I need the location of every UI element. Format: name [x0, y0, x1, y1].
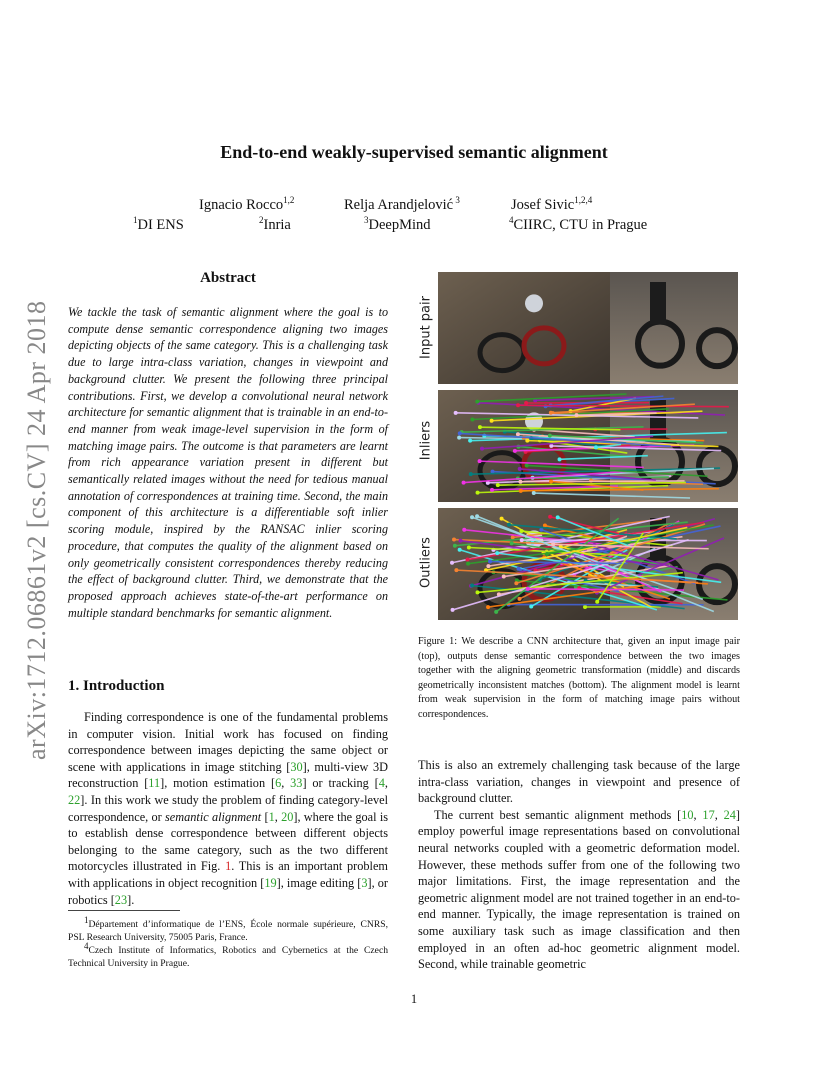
section-heading: 1. Introduction: [68, 678, 165, 694]
match-point: [511, 535, 515, 539]
match-point: [545, 552, 549, 556]
match-point: [462, 528, 466, 532]
match-point: [462, 481, 466, 485]
match-point: [548, 434, 552, 438]
citation-link[interactable]: 22: [68, 792, 81, 807]
match-point: [516, 403, 520, 407]
match-point: [490, 488, 494, 492]
citation-link[interactable]: 33: [290, 776, 303, 791]
match-point: [519, 529, 523, 533]
match-point: [495, 551, 499, 555]
match-point: [459, 539, 463, 543]
match-point: [513, 449, 517, 453]
match-point: [517, 597, 521, 601]
match-point: [516, 567, 520, 571]
match-point: [458, 548, 462, 552]
match-point: [454, 411, 458, 415]
figure-caption: Figure 1: We describe a CNN architecture that, given an input image pair (top), outputs dense semantic correspondence between the two images together with the aligning geometric transformation (middle) and discards geometrically inconsistent matches (bottom). The alignment model is learnt from weak supervision in the form of matching image pairs without correspondences.: [418, 636, 740, 720]
match-point: [575, 413, 579, 417]
match-point: [451, 608, 455, 612]
match-point: [518, 467, 522, 471]
match-point: [551, 542, 555, 546]
citation-link[interactable]: 10: [681, 807, 694, 822]
affiliation: $^4$CIIRC, CTU in Prague: [509, 215, 648, 233]
match-point: [468, 439, 472, 443]
match-point: [494, 610, 498, 614]
match-point: [516, 432, 520, 436]
match-point: [470, 417, 474, 421]
match-point: [519, 489, 523, 493]
affiliation: $^3$DeepMind: [364, 215, 431, 233]
match-point: [470, 583, 474, 587]
match-point: [594, 445, 598, 449]
affiliation: $^2$Inria: [259, 215, 291, 233]
match-point: [539, 528, 543, 532]
citation-link[interactable]: 6: [275, 776, 282, 791]
match-point: [595, 600, 599, 604]
author: Ignacio Rocco$^{1,2}$: [199, 195, 295, 213]
match-line: [520, 481, 684, 482]
match-point: [525, 463, 529, 467]
match-point: [452, 538, 456, 542]
footnote-divider: [68, 910, 180, 911]
match-point: [558, 457, 562, 461]
match-point: [469, 472, 473, 476]
match-point: [549, 411, 553, 415]
match-point: [507, 523, 511, 527]
paragraph: This is also an extremely challenging task because of the large intra-class variation, changes in viewpoint and presence of background clutter.: [418, 758, 740, 806]
citation-link[interactable]: 11: [148, 776, 161, 791]
match-point: [476, 590, 480, 594]
citation-link[interactable]: 24: [723, 807, 736, 822]
citation-link[interactable]: 3: [361, 875, 368, 890]
right-column-text: [418, 757, 740, 973]
page-number: 1: [410, 992, 418, 1006]
match-point: [478, 425, 482, 429]
rider-helmet: [525, 294, 543, 312]
match-point: [518, 480, 522, 484]
abstract-heading: Abstract: [200, 270, 256, 286]
match-point: [556, 515, 560, 519]
match-point: [514, 581, 518, 585]
citation-link[interactable]: 4: [378, 776, 385, 791]
figure-1: [412, 270, 742, 622]
figure-row-label-input-pair: Input pair: [418, 296, 434, 359]
match-point: [465, 558, 469, 562]
affiliation: $^1$DI ENS: [133, 215, 184, 233]
match-point: [583, 605, 587, 609]
match-point: [454, 568, 458, 572]
figure-reference-link[interactable]: 1: [225, 859, 232, 874]
citation-link[interactable]: 1: [268, 809, 275, 824]
figure-image-grid: [412, 270, 742, 622]
match-point: [450, 561, 454, 565]
match-point: [510, 541, 514, 545]
citation-link[interactable]: 30: [290, 759, 303, 774]
author: Josef Sivic$^{1,2,4}$: [511, 195, 593, 213]
match-point: [548, 515, 552, 519]
footnote: $^4$Czech Institute of Informatics, Robotics and Cybernetics at the Czech Technical University in Prague.: [68, 941, 388, 969]
citation-link[interactable]: 17: [702, 807, 715, 822]
figure-photo-left: [438, 272, 610, 384]
paragraph: The current best semantic alignment methods [10, 17, 24] employ powerful image representations based on convolutional neural networks coupled with a geometric deformation model. However, these methods suffer from one of the following two major limitations. First, the image representation and the geometric alignment model are not trained together in an end-to-end manner. Typically, the image representation is trained on some auxiliary task such as image classification and then employed in an often ad-hoc geometric alignment model. Second, while trainable geometric: [418, 807, 741, 972]
match-point: [488, 560, 492, 564]
match-point: [486, 564, 490, 568]
match-point: [524, 401, 528, 405]
match-point: [480, 447, 484, 451]
paper-title: End-to-end weakly-supervised semantic alignment: [220, 142, 608, 162]
rider-figure: [650, 282, 666, 324]
match-point: [529, 605, 533, 609]
figure-row-label-inliers: Inliers: [418, 420, 434, 461]
citation-link[interactable]: 20: [281, 809, 294, 824]
citation-link[interactable]: 19: [264, 875, 277, 890]
match-point: [532, 491, 536, 495]
author: Relja Arandjelović $^3$: [344, 195, 460, 213]
match-point: [486, 605, 490, 609]
figure-row-label-outliers: Outliers: [418, 537, 434, 588]
match-point: [500, 517, 504, 521]
match-point: [525, 439, 529, 443]
introduction-paragraph: Finding correspondence is one of the fundamental problems in computer vision. Initial work has focused on finding correspondence between images depicting the same object or scene with applications in image stitching [30], multi-view 3D reconstruction [11], motion estimation [6, 33] or tracking [4, 22]. In this work we study the problem of finding category-level correspondence, or semantic alignment [1, 20], where the goal is to establish dense correspondence between different objects belonging to the same category, such as the two different motorcycles illustrated in Fig. 1. This is an important problem with applications in object recognition [19], image editing [3], or robotics [23].: [68, 710, 389, 907]
match-point: [549, 479, 553, 483]
abstract-text: We tackle the task of semantic alignment where the goal is to compute dense semantic correspondence aligning two images depicting objects of the same category. This is a challenging task due to large intra-class variation, changes in viewpoint and background clutter. We present the following three principal contributions. First, we develop a convolutional neural network architecture for semantic alignment that is trainable in an end-to-end manner from weak image-level supervision in the form of matching image pairs. The outcome is that parameters are learnt from rich appearance variation present in different but semantically related images without the need for tedious manual annotation of correspondences at training time. Second, the main component of this architecture is a differentiable soft inlier scoring module, inspired by the RANSAC inlier scoring procedure, that computes the quality of the alignment based on only geometrically consistent correspondences thereby reducing the effect of background clutter. Third, we demonstrate that the proposed approach achieves state-of-the-art performance on multiple standard benchmarks for semantic alignment.: [68, 305, 388, 620]
match-point: [470, 515, 474, 519]
match-point: [466, 562, 470, 566]
match-point: [453, 544, 457, 548]
match-point: [490, 419, 494, 423]
arxiv-identifier: arXiv:1712.06861v2 [cs.CV] 24 Apr 2018: [22, 300, 51, 760]
match-point: [458, 431, 462, 435]
match-point: [520, 538, 524, 542]
match-point: [475, 400, 479, 404]
match-point: [526, 587, 530, 591]
footnote: $^1$Département d’informatique de l’ENS, École normale supérieure, CNRS, PSL Research University, 75005 Paris, France.: [68, 915, 388, 943]
match-point: [496, 483, 500, 487]
match-point: [467, 546, 471, 550]
match-point: [502, 575, 506, 579]
citation-link[interactable]: 23: [114, 892, 128, 907]
match-point: [478, 459, 482, 463]
match-point: [457, 436, 461, 440]
match-point: [476, 491, 480, 495]
